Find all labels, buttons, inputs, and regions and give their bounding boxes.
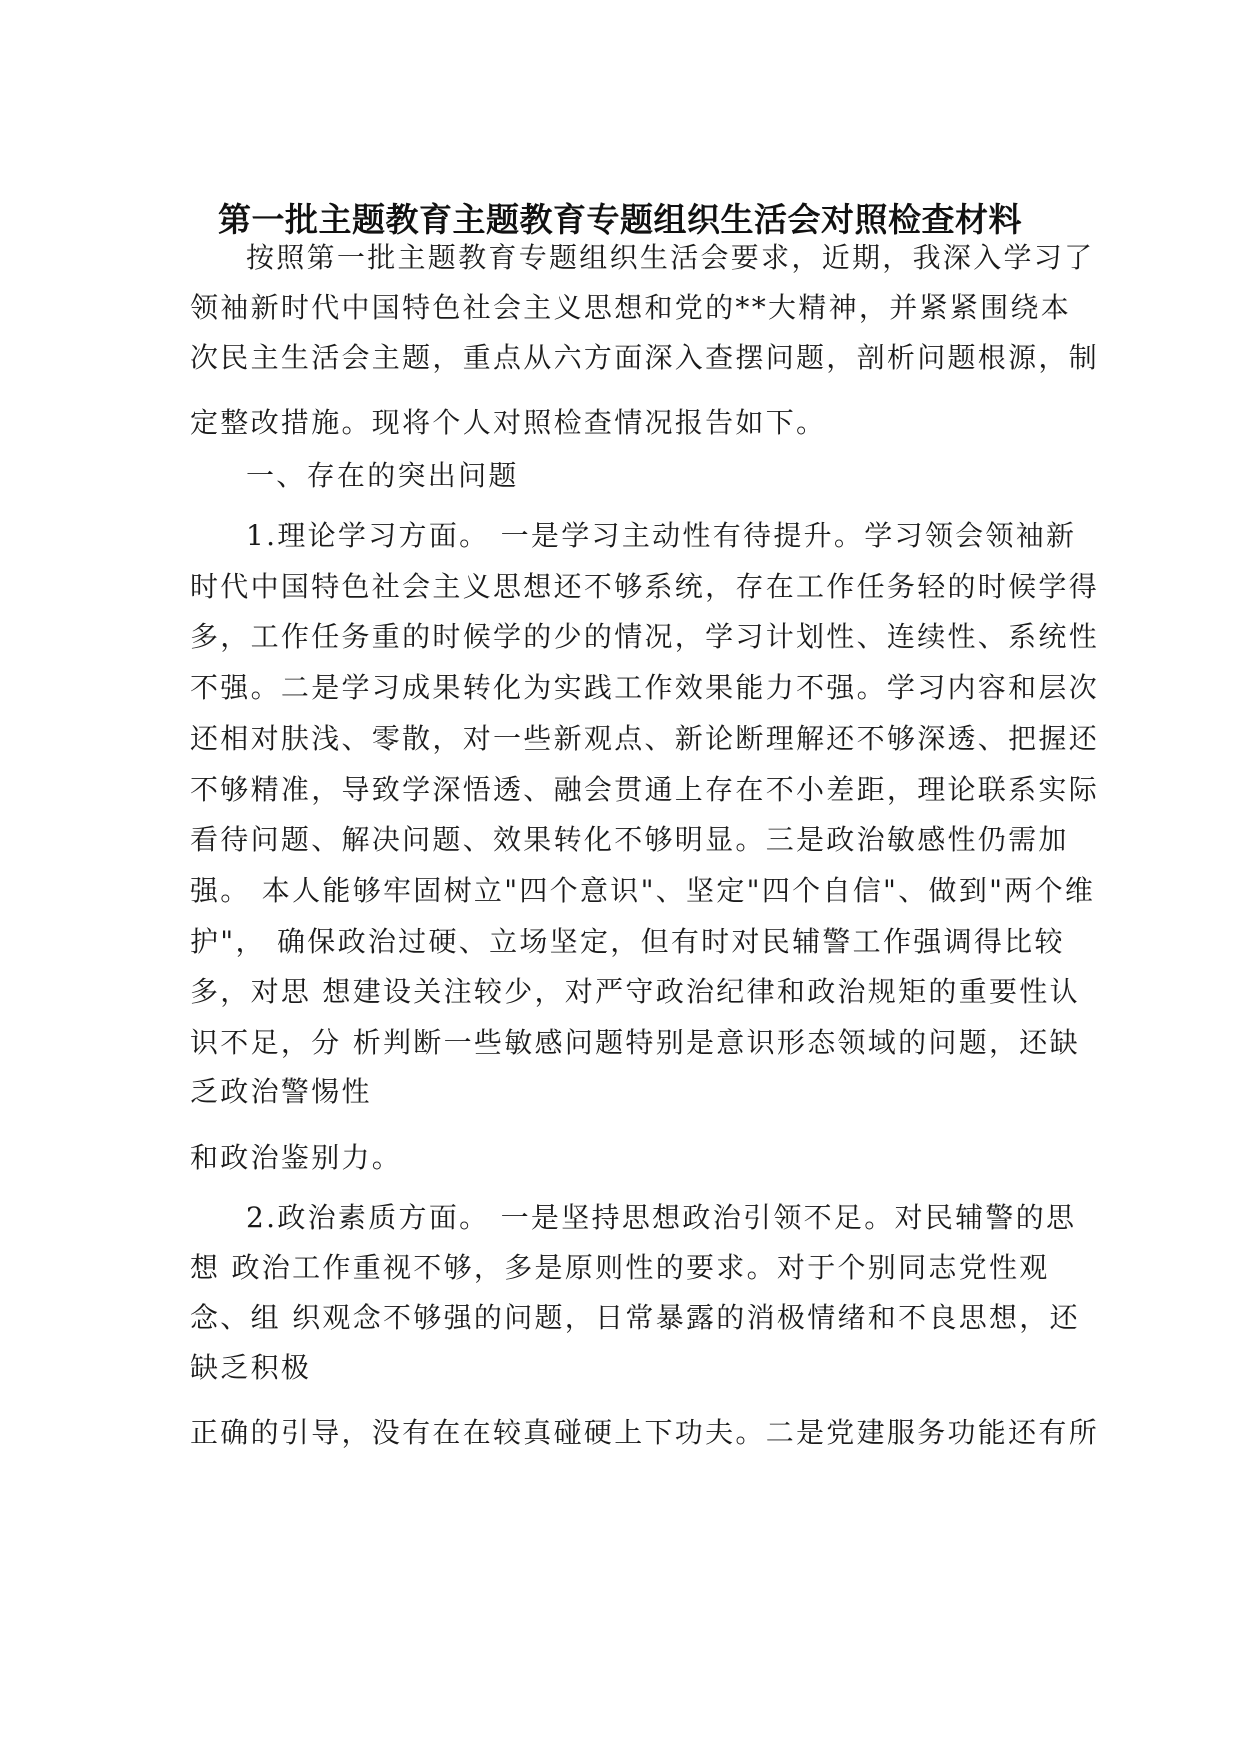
paragraph-line: 识不足，分 析判断一些敏感问题特别是意识形态领域的问题，还缺	[190, 1026, 1080, 1059]
paragraph-line: 按照第一批主题教育专题组织生活会要求，近期，我深入学习了	[246, 241, 1095, 274]
paragraph-line: 不够精准，导致学深悟透、融会贯通上存在不小差距，理论联系实际	[190, 773, 1100, 806]
paragraph-line: 时代中国特色社会主义思想还不够系统，存在工作任务轻的时候学得	[190, 570, 1100, 603]
paragraph-line: 多，对思 想建设关注较少，对严守政治纪律和政治规矩的重要性认	[190, 975, 1080, 1008]
document-title: 第一批主题教育主题教育专题组织生活会对照检查材料	[218, 200, 1022, 239]
paragraph-line: 领袖新时代中国特色社会主义思想和党的**大精神，并紧紧围绕本	[190, 291, 1072, 324]
paragraph-line: 看待问题、解决问题、效果转化不够明显。三是政治敏感性仍需加	[190, 823, 1069, 856]
paragraph-line: 念、组 织观念不够强的问题，日常暴露的消极情绪和不良思想，还	[190, 1301, 1080, 1334]
paragraph-line: 定整改措施。现将个人对照检查情况报告如下。	[190, 406, 827, 439]
paragraph-line: 护"， 确保政治过硬、立场坚定，但有时对民辅警工作强调得比较	[190, 925, 1065, 958]
paragraph-line: 多，工作任务重的时候学的少的情况，学习计划性、连续性、系统性	[190, 620, 1100, 653]
paragraph-line: 正确的引导，没有在在较真碰硬上下功夫。二是党建服务功能还有所	[190, 1416, 1100, 1449]
paragraph-line: 缺乏积极	[190, 1351, 312, 1384]
paragraph-line: 想 政治工作重视不够，多是原则性的要求。对于个别同志党性观	[190, 1251, 1050, 1284]
paragraph-line: 不强。二是学习成果转化为实践工作效果能力不强。学习内容和层次	[190, 671, 1100, 704]
paragraph-line: 乏政治警惕性	[190, 1075, 372, 1108]
section-heading: 一、存在的突出问题	[246, 459, 519, 492]
paragraph-line: 和政治鉴别力。	[190, 1141, 403, 1174]
paragraph-line: 强。 本人能够牢固树立"四个意识"、坚定"四个自信"、做到"两个维	[190, 874, 1096, 907]
paragraph-line: 1.理论学习方面。 一是学习主动性有待提升。学习领会领袖新	[246, 519, 1077, 552]
paragraph-line: 还相对肤浅、零散，对一些新观点、新论断理解还不够深透、把握还	[190, 722, 1100, 755]
paragraph-line: 次民主生活会主题，重点从六方面深入查摆问题，剖析问题根源，制	[190, 341, 1100, 374]
paragraph-line: 2.政治素质方面。 一是坚持思想政治引领不足。对民辅警的思	[246, 1201, 1077, 1234]
